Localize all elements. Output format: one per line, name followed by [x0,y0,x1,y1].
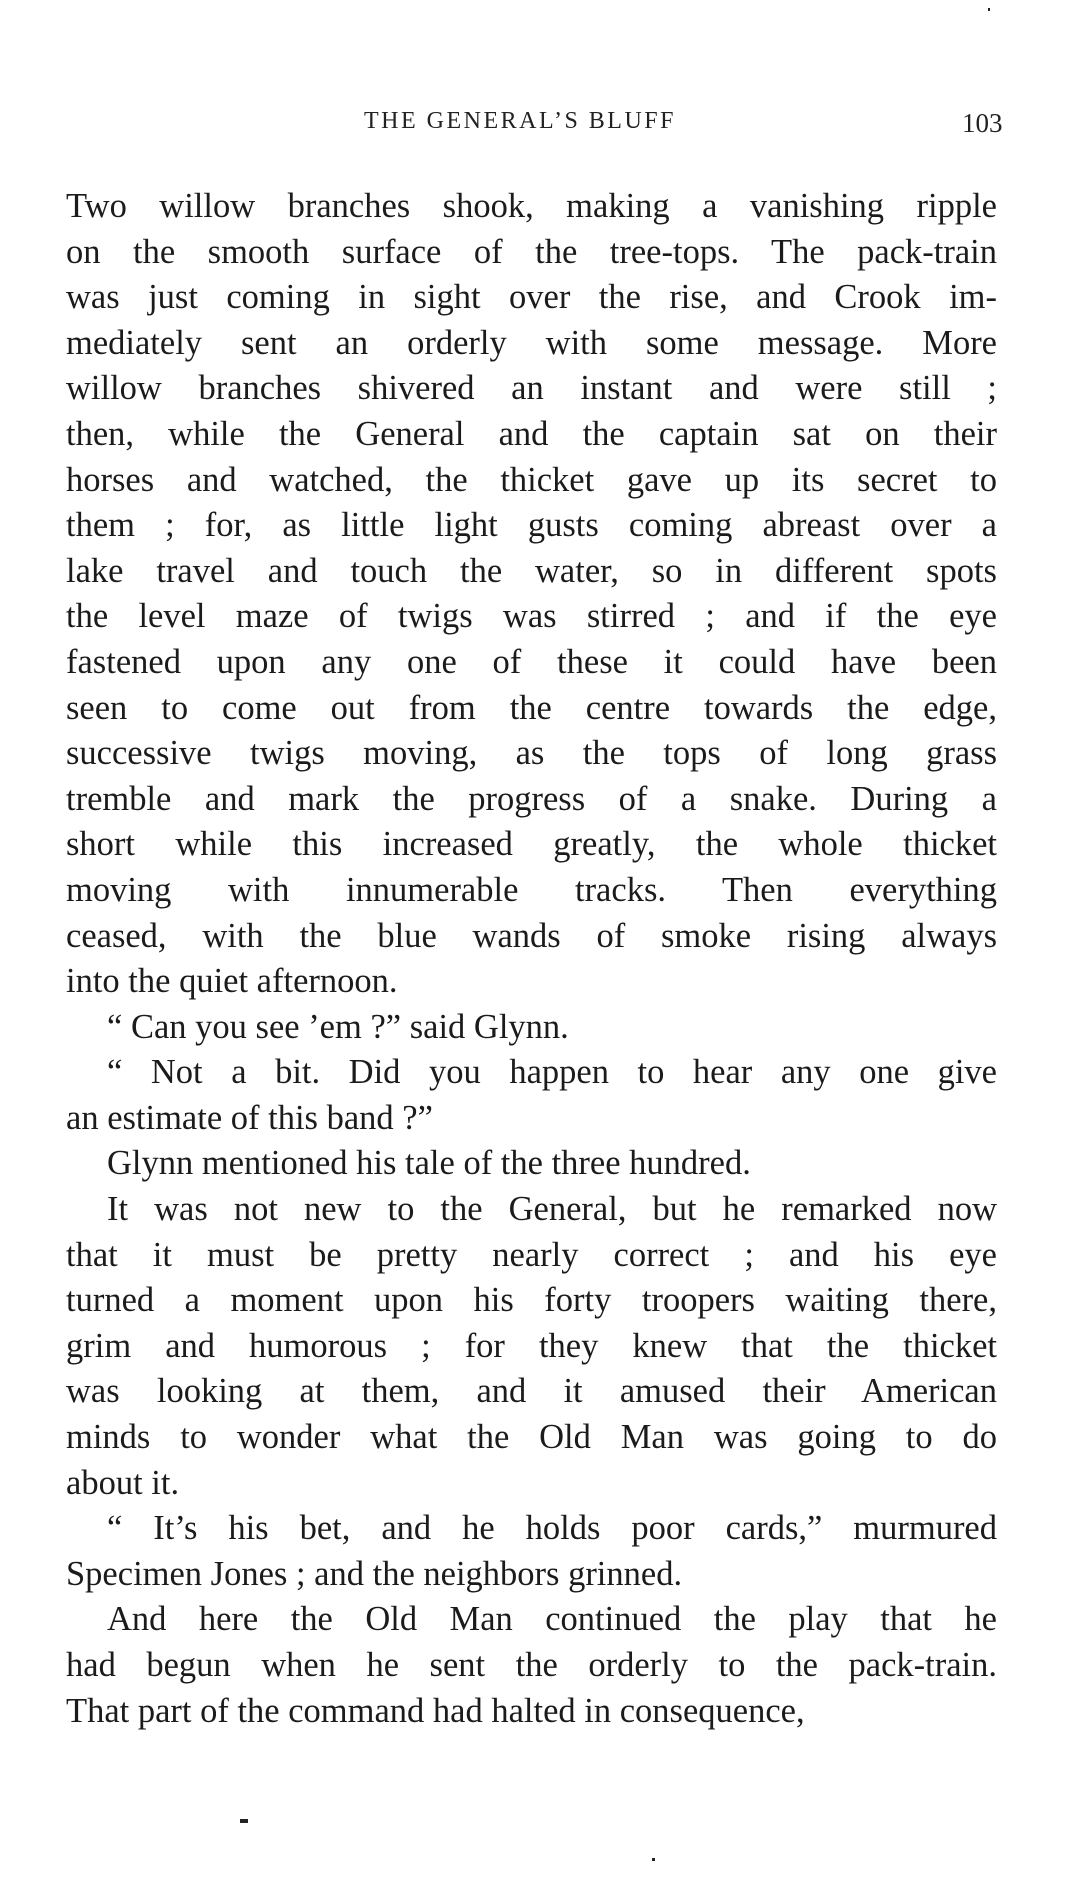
text-line: mediately sent an orderly with some message. More [66,323,997,362]
paragraph [66,1187,997,1506]
paragraph [66,184,997,1005]
text-line: on the smooth surface of the tree-tops. The pack-train [66,232,997,271]
ink-speck [240,1819,248,1823]
text-line: fastened upon any one of these it could have been [66,642,997,681]
text-line: And here the Old Man continued the play that he [107,1600,997,1639]
text-line: horses and watched, the thicket gave up its secret to [66,460,997,499]
text-line: that it must be pretty nearly correct ; and his eye [66,1235,997,1274]
text-line: grim and humorous ; for they knew that the thicket [66,1326,997,1365]
text-line: minds to wonder what the Old Man was going to do [66,1418,997,1457]
ink-speck [652,1858,655,1861]
text-line: was looking at them, and it amused their American [66,1372,997,1411]
page-number: 103 [962,108,1003,138]
text-line: Two willow branches shook, making a vanishing ripple [66,187,997,225]
text-line: about it. [66,1463,180,1502]
text-line: an estimate of this band ?” [66,1098,433,1137]
text-line: lake travel and touch the water, so in different spots [66,551,997,590]
text-line: was just coming in sight over the rise, and Crook im- [66,278,997,317]
running-head: THE GENERAL’S BLUFF [364,108,676,134]
body-text [66,184,997,1734]
paragraph [66,1141,997,1187]
text-line: Specimen Jones ; and the neighbors grinned. [66,1554,683,1593]
text-line: them ; for, as little light gusts coming abreast over a [66,506,997,545]
text-line: It was not new to the General, but he remarked now [107,1190,997,1229]
text-line: into the quiet afternoon. [66,962,398,1001]
text-line: successive twigs moving, as the tops of long grass [66,734,997,773]
paragraph [66,1050,997,1141]
text-line: “ It’s his bet, and he holds poor cards,” murmured [107,1509,997,1548]
text-line: had begun when he sent the orderly to the pack-train. [66,1646,997,1684]
text-line: short while this increased greatly, the whole thicket [66,825,997,864]
text-line: seen to come out from the centre towards the edge, [66,688,997,727]
text-line: ceased, with the blue wands of smoke rising always [66,916,997,955]
text-line: “ Not a bit. Did you happen to hear any one give [107,1053,997,1092]
paragraph [66,1597,997,1734]
paragraph [66,1005,997,1051]
text-line: the level maze of twigs was stirred ; and if the eye [66,597,997,636]
text-line: “ Can you see ’em ?” said Glynn. [107,1007,569,1046]
text-line: moving with innumerable tracks. Then everything [66,870,997,909]
ink-speck [988,8,990,11]
text-line: Glynn mentioned his tale of the three hundred. [107,1144,751,1183]
text-line: That part of the command had halted in consequence, [66,1691,805,1730]
text-line: tremble and mark the progress of a snake. During a [66,779,997,818]
text-line: turned a moment upon his forty troopers waiting there, [66,1281,997,1320]
paragraph [66,1506,997,1597]
text-line: willow branches shivered an instant and were still ; [66,369,997,408]
text-line: then, while the General and the captain sat on their [66,414,997,453]
